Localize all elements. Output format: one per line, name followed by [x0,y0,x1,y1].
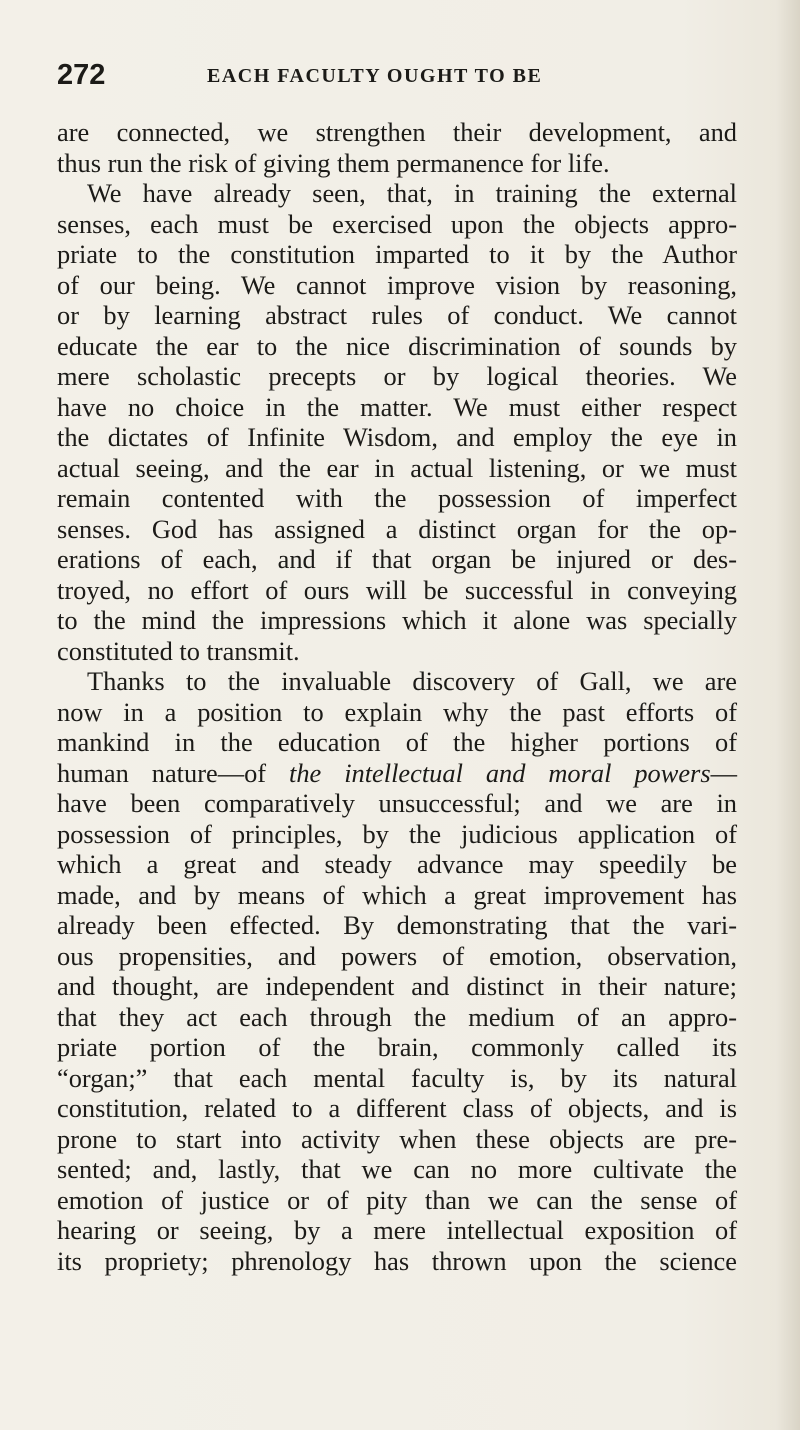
text-line: which a great and steady advance may speedily be [57,849,737,879]
text-line: or by learning abstract rules of conduct. We cannot [57,300,737,330]
text-line: already been effected. By demonstrating that the vari- [57,910,737,940]
text-line: have no choice in the matter. We must either respect [57,391,737,422]
text-line: mankind in the education of the higher portions of [57,727,737,757]
text-line: mere scholastic precepts or by logical theories. We [57,361,737,391]
text-line-with-italic [57,758,737,789]
text-line: the dictates of Infinite Wisdom, and employ the eye in [57,422,737,452]
text-line: possession of principles, by the judicious application of [57,818,737,849]
text-line: priate to the constitution imparted to it by the Author [57,239,737,269]
page-header [57,58,737,98]
body-text [57,117,737,1276]
text-line: that they act each through the medium of an appro- [57,1001,737,1032]
text-line: have been comparatively unsuccessful; and we are in [57,788,737,818]
text-line: senses, each must be exercised upon the objects appro- [57,208,737,239]
text-line: ous propensities, and powers of emotion, observation, [57,940,737,971]
text-line: hearing or seeing, by a mere intellectual exposition of [57,1215,737,1245]
page-number: 272 [57,59,106,91]
text-line: and thought, are independent and distinct in their nature; [57,971,737,1001]
text-line: senses. God has assigned a distinct organ for the op- [57,513,737,544]
text-line: constituted to transmit. [57,635,300,666]
text-line: now in a position to explain why the past efforts of [57,696,737,727]
text-line: its propriety; phrenology has thrown upon the science [57,1245,737,1276]
text-run: human nature—of [57,757,290,788]
text-line: prone to start into activity when these objects are pre- [57,1123,737,1154]
text-line: remain contented with the possession of imperfect [57,483,737,513]
text-line: of our being. We cannot improve vision by reasoning, [57,269,737,300]
text-line: troyed, no effort of ours will be successful in conveying [57,574,737,605]
text-run: — [710,757,737,788]
text-line: are connected, we strengthen their development, and [57,117,737,147]
text-line: actual seeing, and the ear in actual listening, or we must [57,452,737,483]
text-line: “organ;” that each mental faculty is, by its natural [57,1062,737,1093]
text-line: made, and by means of which a great improvement has [57,879,737,910]
text-line: to the mind the impressions which it alone was specially [57,605,737,635]
text-line: educate the ear to the nice discrimination of sounds by [57,330,737,361]
text-line: emotion of justice or of pity than we can the sense of [57,1184,737,1215]
text-line: We have already seen, that, in training the external [87,178,737,208]
text-line: sented; and, lastly, that we can no more cultivate the [57,1154,737,1184]
text-line: thus run the risk of giving them permanence for life. [57,147,610,178]
text-line: erations of each, and if that organ be injured or des- [57,544,737,574]
italic-phrase: the intellectual and moral powers [289,757,711,788]
running-head: EACH FACULTY OUGHT TO BE [207,65,543,87]
text-line: Thanks to the invaluable discovery of Gall, we are [87,666,737,696]
text-line: constitution, related to a different class of objects, and is [57,1093,737,1123]
text-line: priate portion of the brain, commonly called its [57,1032,737,1062]
